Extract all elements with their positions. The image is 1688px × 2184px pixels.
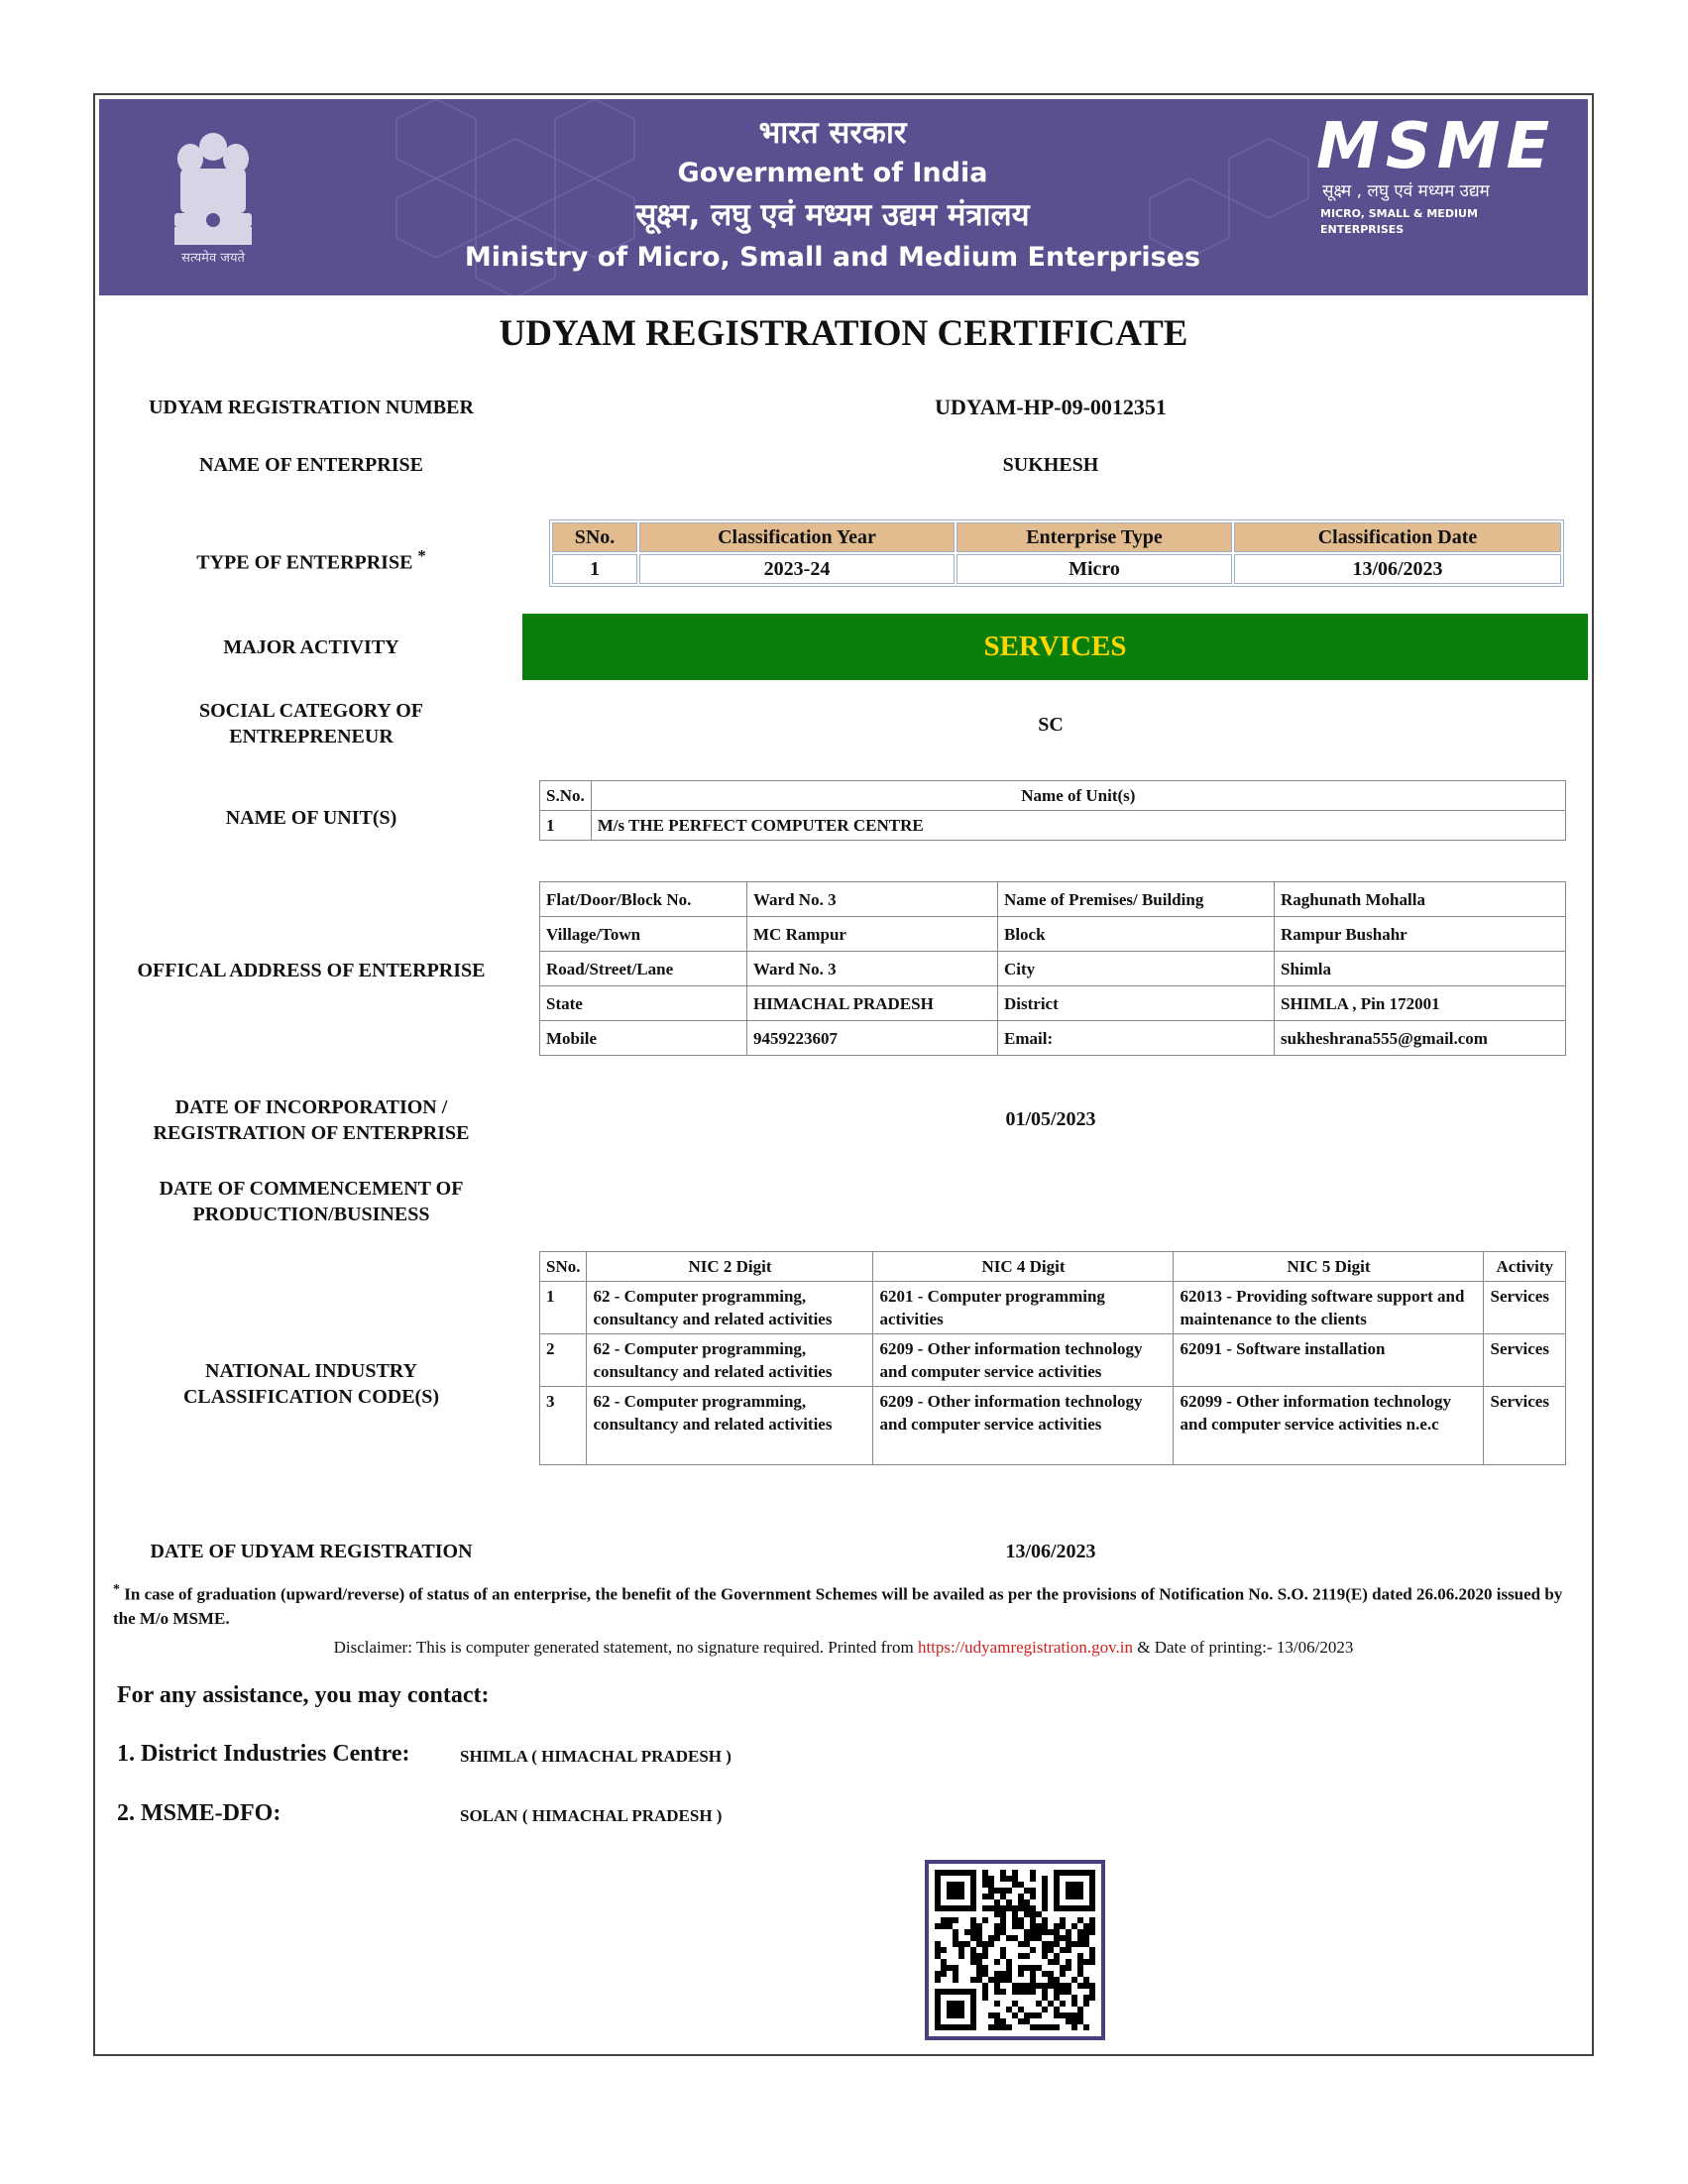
table-cell: State <box>540 986 747 1021</box>
dfo-value: SOLAN ( HIMACHAL PRADESH ) <box>460 1806 723 1825</box>
table-header-row <box>552 522 1561 552</box>
government-title-block <box>426 111 1239 278</box>
commencement-label-line2: PRODUCTION/BUSINESS <box>192 1204 430 1225</box>
emblem-motto: सत्यमेव जयते <box>181 251 245 266</box>
table-cell: 1 <box>540 1282 587 1334</box>
msme-logo <box>1316 110 1556 256</box>
table-cell: 62 - Computer programming, consultancy and related activities <box>587 1282 873 1334</box>
nic-label-line2: CLASSIFICATION CODE(S) <box>182 1386 439 1408</box>
table-cell: Village/Town <box>540 917 747 952</box>
table-row <box>540 952 1566 986</box>
table-cell: 2023-24 <box>639 554 955 584</box>
column-header: Name of Unit(s) <box>591 781 1565 811</box>
udyam-date-value: 13/06/2023 <box>1005 1541 1096 1562</box>
address-table <box>539 881 1566 1056</box>
disclaimer <box>99 1636 1588 1660</box>
dic-value: SHIMLA ( HIMACHAL PRADESH ) <box>460 1747 731 1766</box>
major-activity-value: SERVICES <box>522 614 1588 680</box>
column-header: Classification Date <box>1234 522 1561 552</box>
dic-label: 1. District Industries Centre: <box>117 1741 410 1767</box>
disclaimer-suffix: & Date of printing:- 13/06/2023 <box>1132 1638 1354 1657</box>
table-cell: Rampur Bushahr <box>1275 917 1566 952</box>
table-cell: Name of Premises/ Building <box>998 882 1275 917</box>
column-header: SNo. <box>540 1252 587 1282</box>
table-cell: 6209 - Other information technology and computer service activities <box>873 1387 1174 1465</box>
table-cell: Road/Street/Lane <box>540 952 747 986</box>
nic-label <box>113 1358 509 1410</box>
table-cell: 2 <box>540 1334 587 1387</box>
msme-english-text: MICRO, SMALL & MEDIUM ENTERPRISES <box>1320 207 1478 236</box>
table-cell: Services <box>1484 1334 1566 1387</box>
table-cell: Micro <box>957 554 1232 584</box>
table-row <box>540 986 1566 1021</box>
disclaimer-prefix: Disclaimer: This is computer generated statement, no signature required. Printed from <box>333 1638 918 1657</box>
msme-hindi-text: सूक्ष्म , लघु एवं मध्यम उद्यम <box>1322 181 1490 201</box>
major-activity-label: MAJOR ACTIVITY <box>223 636 399 658</box>
dfo-label: 2. MSME-DFO: <box>117 1800 281 1826</box>
nic-table <box>539 1251 1566 1465</box>
incorporation-date-value: 01/05/2023 <box>1005 1108 1096 1130</box>
table-row <box>540 1282 1566 1334</box>
registration-number-label: UDYAM REGISTRATION NUMBER <box>149 397 474 418</box>
table-cell: Raghunath Mohalla <box>1275 882 1566 917</box>
table-cell: Email: <box>998 1021 1275 1056</box>
column-header: Enterprise Type <box>957 522 1232 552</box>
table-row <box>540 882 1566 917</box>
column-header: S.No. <box>540 781 592 811</box>
incorporation-label-line2: REGISTRATION OF ENTERPRISE <box>153 1122 470 1144</box>
table-cell: Shimla <box>1275 952 1566 986</box>
social-category-value: SC <box>1038 714 1064 736</box>
table-cell: 3 <box>540 1387 587 1465</box>
table-cell: 62091 - Software installation <box>1174 1334 1484 1387</box>
table-cell: 1 <box>552 554 637 584</box>
table-row <box>552 554 1561 584</box>
table-header-row <box>540 781 1566 811</box>
table-row <box>540 917 1566 952</box>
table-cell: SHIMLA , Pin 172001 <box>1275 986 1566 1021</box>
registration-number-value: UDYAM-HP-09-0012351 <box>935 395 1167 419</box>
assistance-heading: For any assistance, you may contact: <box>117 1682 490 1708</box>
table-cell: Services <box>1484 1387 1566 1465</box>
table-cell: 6209 - Other information technology and computer service activities <box>873 1334 1174 1387</box>
units-table <box>539 780 1566 841</box>
note-text: In case of graduation (upward/reverse) of status of an enterprise, the benefit of the Government Schemes will be availed as per the provisions of Notification No. S.O. 2119(E) dated 26.06.2020 issued by the M/o MSME. <box>113 1584 1563 1628</box>
qr-code-icon <box>929 1864 1101 2036</box>
header-banner <box>99 99 1588 295</box>
units-label: NAME OF UNIT(S) <box>225 807 397 829</box>
table-cell: Block <box>998 917 1275 952</box>
table-cell: 1 <box>540 811 592 841</box>
table-row <box>540 1334 1566 1387</box>
table-cell: 9459223607 <box>747 1021 998 1056</box>
commencement-label-line1: DATE OF COMMENCEMENT OF <box>159 1178 464 1200</box>
incorporation-date-label <box>113 1094 509 1146</box>
nic-label-line1: NATIONAL INDUSTRY <box>205 1360 417 1382</box>
table-cell: Ward No. 3 <box>747 952 998 986</box>
english-government-text: Government of India <box>677 158 988 188</box>
table-cell: Mobile <box>540 1021 747 1056</box>
social-category-label-line2: ENTREPRENEUR <box>229 726 394 747</box>
table-cell: 62099 - Other information technology and computer service activities n.e.c <box>1174 1387 1484 1465</box>
table-cell: Flat/Door/Block No. <box>540 882 747 917</box>
address-label: OFFICAL ADDRESS OF ENTERPRISE <box>137 960 486 981</box>
table-cell: 13/06/2023 <box>1234 554 1561 584</box>
enterprise-name-value: SUKHESH <box>1002 454 1099 476</box>
column-header: Activity <box>1484 1252 1566 1282</box>
table-cell: Services <box>1484 1282 1566 1334</box>
table-row <box>540 811 1566 841</box>
table-cell: M/s THE PERFECT COMPUTER CENTRE <box>591 811 1565 841</box>
column-header: NIC 5 Digit <box>1174 1252 1484 1282</box>
udyam-date-label: DATE OF UDYAM REGISTRATION <box>150 1541 473 1562</box>
enterprise-name-label: NAME OF ENTERPRISE <box>199 454 423 476</box>
table-row <box>540 1021 1566 1056</box>
graduation-note <box>113 1578 1580 1631</box>
hindi-government-text: भारत सरकार <box>758 115 907 151</box>
note-asterisk: * <box>113 1582 120 1597</box>
certificate-title: UDYAM REGISTRATION CERTIFICATE <box>499 313 1188 354</box>
table-cell: District <box>998 986 1275 1021</box>
table-cell: MC Rampur <box>747 917 998 952</box>
incorporation-label-line1: DATE OF INCORPORATION / <box>174 1096 448 1118</box>
qr-code <box>925 1860 1105 2040</box>
enterprise-type-asterisk: * <box>417 546 426 565</box>
social-category-label-line1: SOCIAL CATEGORY OF <box>199 700 423 722</box>
commencement-date-label <box>113 1176 509 1227</box>
enterprise-type-label-text: TYPE OF ENTERPRISE <box>196 551 413 574</box>
hindi-ministry-text: सूक्ष्म, लघु एवं मध्यम उद्यम मंत्रालय <box>635 197 1030 233</box>
table-cell: Ward No. 3 <box>747 882 998 917</box>
table-cell: 6201 - Computer programming activities <box>873 1282 1174 1334</box>
table-cell: 62013 - Providing software support and maintenance to the clients <box>1174 1282 1484 1334</box>
column-header: Classification Year <box>639 522 955 552</box>
table-header-row <box>540 1252 1566 1282</box>
english-ministry-text: Ministry of Micro, Small and Medium Enterprises <box>464 242 1201 273</box>
table-cell: 62 - Computer programming, consultancy and related activities <box>587 1387 873 1465</box>
udyam-website-link[interactable]: https://udyamregistration.gov.in <box>917 1638 1133 1657</box>
enterprise-type-table <box>549 519 1564 587</box>
table-cell: City <box>998 952 1275 986</box>
column-header: SNo. <box>552 522 637 552</box>
column-header: NIC 4 Digit <box>873 1252 1174 1282</box>
email-value: sukheshrana555@gmail.com <box>1275 1021 1566 1056</box>
enterprise-type-label <box>113 543 509 576</box>
table-row <box>540 1387 1566 1465</box>
national-emblem-icon <box>159 119 268 268</box>
table-cell: HIMACHAL PRADESH <box>747 986 998 1021</box>
column-header: NIC 2 Digit <box>587 1252 873 1282</box>
social-category-label <box>113 698 509 749</box>
msme-logo-text: MSME <box>1316 110 1556 183</box>
table-cell: 62 - Computer programming, consultancy and related activities <box>587 1334 873 1387</box>
